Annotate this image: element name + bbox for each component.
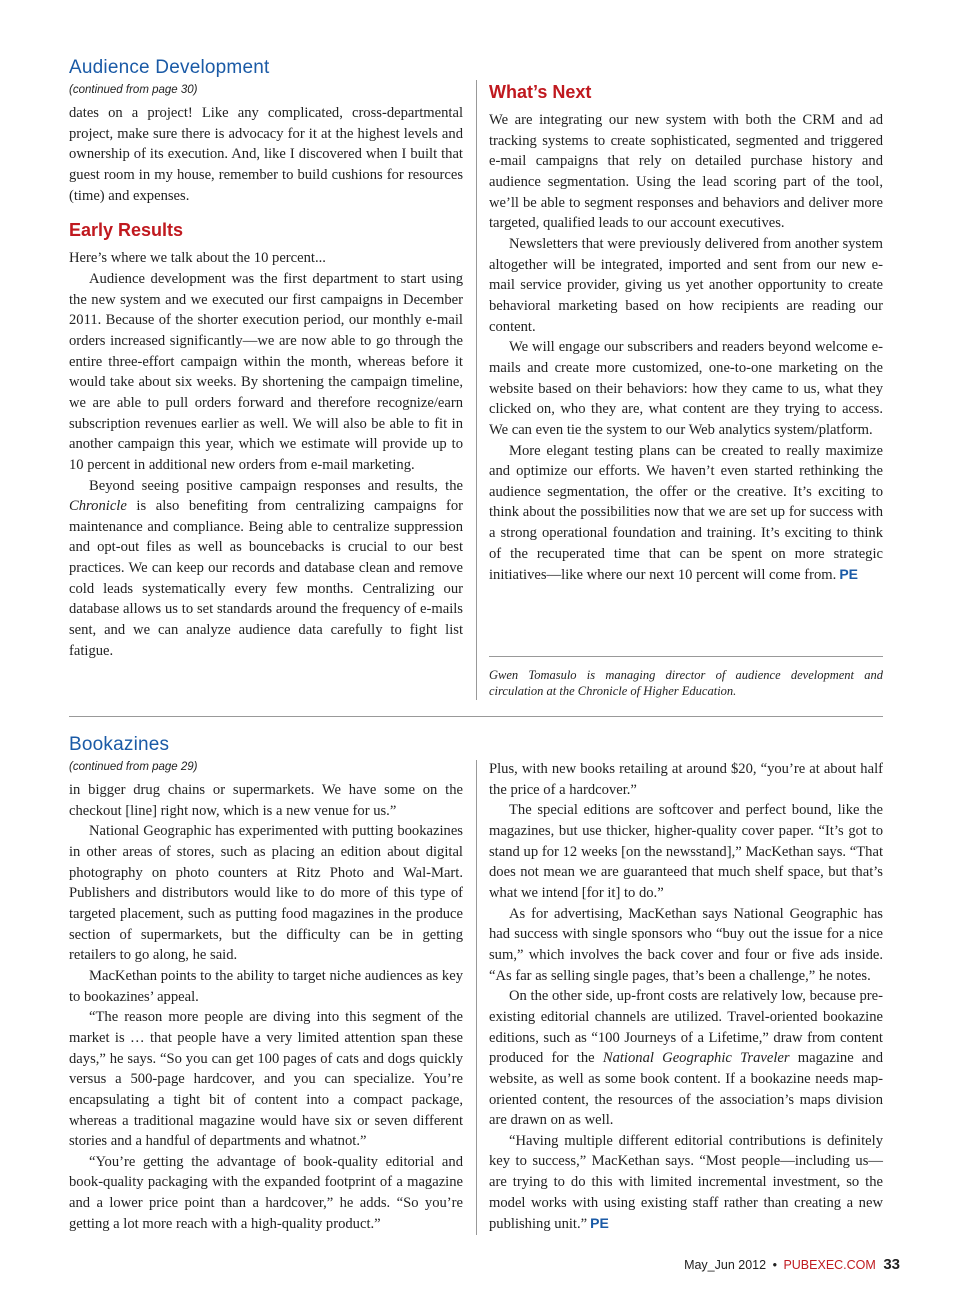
paragraph xyxy=(69,476,463,662)
paragraph: Here’s where we talk about the 10 percent... xyxy=(69,250,326,267)
column-divider xyxy=(476,760,477,1235)
paragraph: National Geographic has experimented with putting bookazines in other areas of stores, such as placing an edition about digital photography on photo counters at Ritz Photo and Wal-Mart. Publishers and distributors would like to do more of this type of targeted placement, such as putting food magazines in the produce section of supermarkets, but the difficulty can be in getting retailers to go along, he said. xyxy=(69,823,463,964)
publication-name: Chronicle xyxy=(69,498,127,515)
publication-name: National Geographic Traveler xyxy=(602,1050,790,1067)
paragraph: Newsletters that were previously delivered from another system altogether will be integrated, imported and sent from our new e-mail service provider, giving us yet another opportunity to create behavioral marketing based on how recipients are reading our content. xyxy=(489,235,883,335)
pe-end-mark: PE xyxy=(839,566,858,583)
paragraph: We are integrating our new system with both the CRM and ad tracking systems to create sophisticated, segmented and triggered e-mail campaigns that rely on detailed purchase history and audience segmentation. Using the lead scoring part of the tool, we’ll be able to segment responses and behaviors and deliver more targeted, qualified leads to our account executives. xyxy=(489,112,883,232)
paragraph: MacKethan points to the ability to target niche audiences as key to bookazines’ appeal. xyxy=(69,967,463,1005)
text-run: Beyond seeing positive campaign responses and results, the xyxy=(89,477,463,494)
pe-end-mark: PE xyxy=(590,1215,609,1232)
author-bio: Gwen Tomasulo is managing director of audience development and circulation at the Chronicle of Higher Education. xyxy=(489,668,883,698)
audience-left-column xyxy=(69,103,463,661)
issue-date: May_Jun 2012 xyxy=(684,1258,767,1272)
text-run: On the other side, up-front costs are relatively low, because pre-existing editorial channels are utilized. Travel-oriented bookazine editions, such as “100 Journeys of a Lifetime,” draw from content produced for the xyxy=(489,988,883,1067)
paragraph: As for advertising, MacKethan says National Geographic has had success with single sponsors who “buy out the issue for a nice sum,” which involves the back cover and four or five ads inside. “As far as selling single pages, that’s been a challenge,” he notes. xyxy=(489,905,883,984)
paragraph: The special editions are softcover and perfect bound, like the magazines, but use thicker, higher-quality cover paper. “It’s got to stand up for 12 weeks [on the newsstand],” MacKethan says. “That does not mean we are guaranteed that much shelf space, but that’s what we intend [for it] to do.” xyxy=(489,802,883,901)
text-run: magazine and website, as well as some book content. If a bookazine needs map-oriented content, the resources of the association’s maps division are drawn on as well. xyxy=(489,1050,884,1129)
paragraph xyxy=(489,1131,883,1235)
audience-continued-note: (continued from page 30) xyxy=(69,84,198,96)
bookazines-continued-note: (continued from page 29) xyxy=(69,761,198,773)
page-number: 33 xyxy=(883,1256,900,1273)
website-link[interactable]: PUBEXEC.COM xyxy=(783,1258,876,1272)
column-divider xyxy=(476,80,477,700)
paragraph: “You’re getting the advantage of book-quality editorial and book-quality packaging with the expanded footprint of a magazine and a lower price point than a hardcover,” he adds. “So you’re getting a lot more reach with a high-quality product.” xyxy=(69,1153,463,1232)
page-footer xyxy=(684,1256,900,1273)
paragraph: We will engage our subscribers and readers beyond welcome e-mails and create more customized, one-to-one marketing on the website based on their behaviors: how they came to us, what they clicked on, who they are, what content are they trying to access. We can even tie the system to our Web analytics system/platform. xyxy=(489,339,883,438)
paragraph xyxy=(489,441,883,587)
footer-bullet: • xyxy=(772,1258,777,1272)
bookazines-section-title: Bookazines xyxy=(69,734,170,755)
early-results-heading: Early Results xyxy=(69,220,184,241)
paragraph: Audience development was the first department to start using the new system and we executed our first campaigns in December 2011. Because of the shorter execution period, our monthly e-mail orders increased significantly—we are now able to go through the entire three-effort campaign within the month, whereas before it would take about six weeks. By shortening the campaign timeline, we are able to pull orders forward and therefore recognize/earn subscription revenues earlier as well. We will also be able to fit in another campaign this year, which we estimate will provide up to 10 percent in additional new orders from e-mail marketing. xyxy=(69,270,463,473)
bookazines-right-column xyxy=(489,759,883,1235)
text-run: is also benefiting from centralizing campaigns for maintenance and compliance. Being able to centralize suppression and opt-out files as well as bouncebacks is crucial to our best practices. We can keep our records and database clean and remove cold leads systematically every few months. Centralizing our database allows us to set standards around the frequency of e-mails sent, and we can analyze audience data carefully to fight list fatigue. xyxy=(69,498,463,659)
audience-section-title: Audience Development xyxy=(69,57,270,78)
bio-divider xyxy=(489,656,883,657)
paragraph xyxy=(489,986,883,1131)
whats-next-heading: What’s Next xyxy=(489,82,592,102)
paragraph: “The reason more people are diving into this segment of the market is … that people have a very limited attention span these days,” he says. “So you can get 100 pages of cats and dogs quickly versus a 500-page hardcover, and you can specialize. You’re encapsulating a tight bit of content into a compact package, whereas a traditional magazine would have six or seven different stories and a handful of departments and whatnot.” xyxy=(69,1009,463,1150)
text-run: “Having multiple different editorial contributions is definitely key to success,” MacKethan says. “Most people—including us—are trying to do this with limited incremental investment, so the model works with using existing staff rather than creating a new publishing unit.” xyxy=(489,1132,883,1233)
text-run: More elegant testing plans can be created to really maximize and optimize our efforts. We haven’t even started rethinking the audience segmentation, the offer or the creative. It’s exciting to think about the possibilities now that we are set up for success with a strong operational foundation and training. It’s exciting to think of the recuperated time that can be spent on more strategic initiatives—like where our next 10 percent will come from. xyxy=(489,442,883,584)
paragraph: dates on a project! Like any complicated, cross-departmental project, make sure there is advocacy for it at the highest levels and ownership of its execution. And, like I discovered when I built that guest room in my house, remember to build cushions for resources (time) and expenses. xyxy=(69,105,463,204)
audience-right-column xyxy=(489,80,883,586)
bookazines-left-column xyxy=(69,780,463,1234)
paragraph: in bigger drug chains or supermarkets. We have some on the checkout [line] right now, which is a new venue for us.” xyxy=(69,782,463,819)
section-divider xyxy=(69,716,883,717)
paragraph: Plus, with new books retailing at around $20, “you’re at about half the price of a hardcover.” xyxy=(489,761,883,798)
